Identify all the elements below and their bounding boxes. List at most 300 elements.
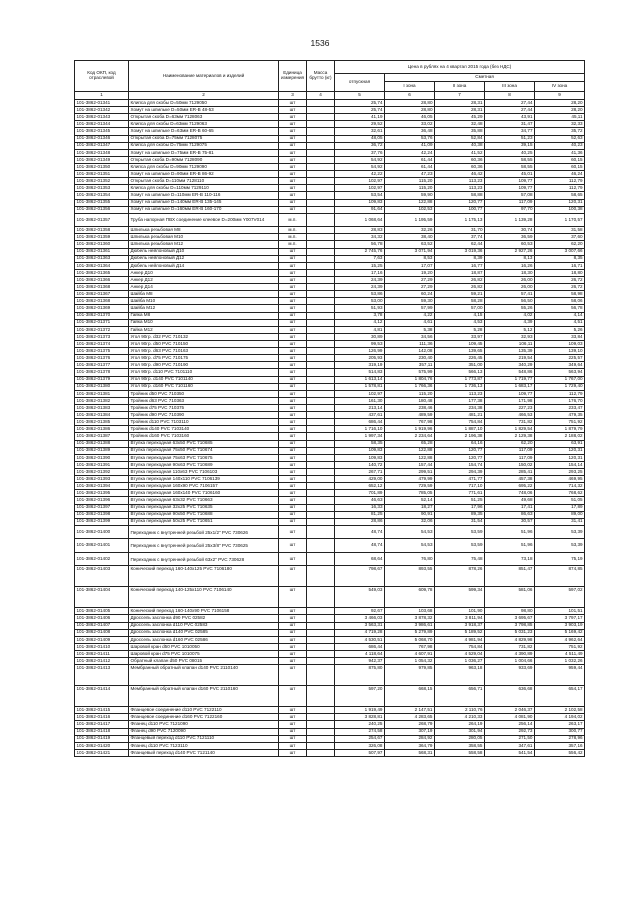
cell-release-price: 326,08 bbox=[335, 742, 385, 749]
cell-mass bbox=[307, 504, 335, 511]
cell-zone-3-price: 62,20 bbox=[485, 440, 535, 447]
cell-release-price: 48,74 bbox=[335, 525, 385, 539]
cell-zone-3-price: 117,09 bbox=[485, 199, 535, 206]
cell-code: 101-3862-01380 bbox=[75, 383, 129, 390]
cell-zone-2-price: 1 036,27 bbox=[435, 658, 485, 665]
cell-mass bbox=[307, 326, 335, 333]
cell-name: Угол 90гр. d32 PVC 710132 bbox=[129, 333, 279, 340]
cell-name: Хомут на шпильке D=140мм ER-B 135-145 bbox=[129, 199, 279, 206]
cell-zone-4-price: 874,85 bbox=[535, 566, 585, 587]
cell-mass bbox=[307, 433, 335, 440]
cell-zone-1-price: 284,92 bbox=[385, 735, 435, 742]
cell-zone-3-price: 851,47 bbox=[485, 566, 535, 587]
cell-name: Хомут на шпильке D=110мм ER-B 110-116 bbox=[129, 192, 279, 199]
cell-zone-1-price: 479,99 bbox=[385, 476, 435, 483]
cell-zone-1-price: 299,51 bbox=[385, 468, 435, 475]
cell-name: Втулка переходная 75х63 PVC 710675 bbox=[129, 454, 279, 461]
table-row bbox=[75, 454, 585, 461]
cell-zone-4-price: 233,47 bbox=[535, 404, 585, 411]
cell-zone-3-price: 636,68 bbox=[485, 686, 535, 707]
table-row bbox=[75, 234, 585, 241]
cell-zone-3-price: 106,11 bbox=[485, 341, 535, 348]
cell-release-price: 36,72 bbox=[335, 142, 385, 149]
cell-zone-4-price: 278,96 bbox=[535, 735, 585, 742]
cell-zone-4-price: 300,77 bbox=[535, 728, 585, 735]
cell-zone-2-price: 18,87 bbox=[435, 269, 485, 276]
cell-code: 101-3862-01368 bbox=[75, 284, 129, 291]
cell-zone-1-price: 34,56 bbox=[385, 333, 435, 340]
cell-release-price: 514,83 bbox=[335, 369, 385, 376]
cell-zone-3-price: 171,98 bbox=[485, 397, 535, 404]
cell-zone-2-price: 26,82 bbox=[435, 277, 485, 284]
cell-zone-4-price: 56,78 bbox=[535, 305, 585, 312]
cell-zone-2-price: 3 811,94 bbox=[435, 615, 485, 622]
table-row bbox=[75, 539, 585, 553]
cell-zone-3-price: 135,39 bbox=[485, 348, 535, 355]
cell-unit: шт bbox=[279, 383, 307, 390]
cell-mass bbox=[307, 192, 335, 199]
cell-unit: шт bbox=[279, 636, 307, 643]
cell-zone-2-price: 28,31 bbox=[435, 100, 485, 107]
cell-zone-2-price: 26,82 bbox=[435, 284, 485, 291]
cell-zone-3-price: 109,77 bbox=[485, 178, 535, 185]
cell-release-price: 81,25 bbox=[335, 511, 385, 518]
cell-zone-3-price: 31,47 bbox=[485, 121, 535, 128]
cell-unit: шт bbox=[279, 199, 307, 206]
cell-zone-1-price: 2 234,64 bbox=[385, 433, 435, 440]
cell-zone-4-price: 35,72 bbox=[535, 128, 585, 135]
cell-unit: шт bbox=[279, 341, 307, 348]
cell-mass bbox=[307, 651, 335, 658]
cell-zone-4-price: 58,98 bbox=[535, 291, 585, 298]
cell-zone-4-price: 2 102,58 bbox=[535, 707, 585, 714]
cell-zone-4-price: 5 169,42 bbox=[535, 629, 585, 636]
cell-unit: шт bbox=[279, 552, 307, 566]
cell-zone-3-price: 58,55 bbox=[485, 156, 535, 163]
cell-zone-3-price: 285,41 bbox=[485, 468, 535, 475]
cell-zone-4-price: 112,79 bbox=[535, 185, 585, 192]
cell-code: 101-3862-01409 bbox=[75, 636, 129, 643]
cell-zone-4-price: 469,95 bbox=[535, 476, 585, 483]
table-row bbox=[75, 714, 585, 721]
cell-zone-1-price: 142,08 bbox=[385, 348, 435, 355]
cell-mass bbox=[307, 643, 335, 650]
cell-zone-1-price: 53,76 bbox=[385, 135, 435, 142]
cell-zone-4-price: 51,05 bbox=[535, 497, 585, 504]
cell-zone-2-price: 4,15 bbox=[435, 312, 485, 319]
cell-unit: шт bbox=[279, 419, 307, 426]
cell-code: 101-3862-01396 bbox=[75, 497, 129, 504]
cell-zone-4-price: 1 767,00 bbox=[535, 376, 585, 383]
cell-release-price: 240,25 bbox=[335, 721, 385, 728]
table-row bbox=[75, 643, 585, 650]
cell-mass bbox=[307, 483, 335, 490]
cell-mass bbox=[307, 397, 335, 404]
cell-code: 101-3862-01383 bbox=[75, 404, 129, 411]
cell-zone-3-price: 457,38 bbox=[485, 476, 535, 483]
cell-release-price: 17,16 bbox=[335, 269, 385, 276]
cell-code: 101-3862-01408 bbox=[75, 629, 129, 636]
cell-zone-2-price: 31,54 bbox=[435, 518, 485, 525]
table-row bbox=[75, 404, 585, 411]
header-estimate-price: Сметная bbox=[385, 74, 585, 82]
cell-zone-4-price: 349,64 bbox=[535, 362, 585, 369]
cell-unit: шт bbox=[279, 476, 307, 483]
cell-release-price: 3,78 bbox=[335, 312, 385, 319]
table-row bbox=[75, 185, 585, 192]
table-row bbox=[75, 192, 585, 199]
cell-name: Хомут на шпильке D=160мм ER-B 160-170 bbox=[129, 206, 279, 213]
cell-release-price: 48,05 bbox=[335, 135, 385, 142]
cell-mass bbox=[307, 447, 335, 454]
cell-zone-4-price: 89,00 bbox=[535, 511, 585, 518]
cell-mass bbox=[307, 629, 335, 636]
cell-release-price: 58,35 bbox=[335, 440, 385, 447]
table-row bbox=[75, 262, 585, 269]
cell-zone-3-price: 36,59 bbox=[485, 234, 535, 241]
cell-code: 101-3862-01388 bbox=[75, 440, 129, 447]
cell-zone-2-price: 57,00 bbox=[435, 305, 485, 312]
cell-unit: шт bbox=[279, 651, 307, 658]
cell-zone-2-price: 37,74 bbox=[435, 234, 485, 241]
cell-release-price: 875,80 bbox=[335, 665, 385, 686]
column-number-row bbox=[75, 92, 585, 100]
cell-name: Угол 90гр. d90 PVC 710190 bbox=[129, 362, 279, 369]
cell-name: Анкер Д10 bbox=[129, 269, 279, 276]
cell-name: Втулка переходная 50х25 PVC 710651 bbox=[129, 518, 279, 525]
cell-code: 101-3862-01355 bbox=[75, 199, 129, 206]
cell-zone-4-price: 60,15 bbox=[535, 156, 585, 163]
cell-zone-3-price: 340,29 bbox=[485, 362, 535, 369]
cell-name: Тройник d90 PVC 710390 bbox=[129, 412, 279, 419]
cell-zone-2-price: 754,84 bbox=[435, 643, 485, 650]
cell-zone-2-price: 656,71 bbox=[435, 686, 485, 707]
cell-release-price: 109,83 bbox=[335, 199, 385, 206]
cell-name: Угол 90гр. d160 PVC 7101160 bbox=[129, 383, 279, 390]
cell-unit: шт bbox=[279, 326, 307, 333]
cell-zone-1-price: 65,28 bbox=[385, 440, 435, 447]
cell-mass bbox=[307, 319, 335, 326]
cell-code: 101-3862-01385 bbox=[75, 419, 129, 426]
column-number: 5 bbox=[335, 92, 385, 100]
cell-zone-1-price: 32,06 bbox=[385, 518, 435, 525]
cell-unit: шт bbox=[279, 248, 307, 255]
cell-name: Дюбель нейлоновый Д10 bbox=[129, 248, 279, 255]
page-number: 1536 bbox=[310, 38, 330, 48]
header-release-price: отпускная bbox=[335, 74, 385, 92]
cell-zone-4-price: 17,89 bbox=[535, 504, 585, 511]
cell-zone-4-price: 32,33 bbox=[535, 121, 585, 128]
cell-zone-2-price: 17,96 bbox=[435, 504, 485, 511]
table-row bbox=[75, 163, 585, 170]
cell-mass bbox=[307, 341, 335, 348]
cell-unit: шт bbox=[279, 362, 307, 369]
cell-mass bbox=[307, 348, 335, 355]
cell-zone-3-price: 86,63 bbox=[485, 511, 535, 518]
cell-zone-3-price: 39,15 bbox=[485, 142, 535, 149]
header-code: Код ОКП, код отраслевой bbox=[75, 61, 129, 92]
cell-unit: м.п. bbox=[279, 234, 307, 241]
cell-mass bbox=[307, 171, 335, 178]
cell-zone-2-price: 771,61 bbox=[435, 490, 485, 497]
cell-zone-3-price: 227,23 bbox=[485, 404, 535, 411]
cell-zone-4-price: 62,20 bbox=[535, 241, 585, 248]
price-table bbox=[74, 60, 585, 757]
cell-mass bbox=[307, 262, 335, 269]
cell-name: Фланец d90 PVC 7120090 bbox=[129, 728, 279, 735]
cell-mass bbox=[307, 241, 335, 248]
cell-name: Фланцевое соединение d160 PVC 7122160 bbox=[129, 714, 279, 721]
cell-zone-4-price: 751,92 bbox=[535, 643, 585, 650]
cell-zone-4-price: 109,03 bbox=[535, 341, 585, 348]
cell-name: Втулка переходная 90х50 PVC 710688 bbox=[129, 511, 279, 518]
cell-zone-1-price: 115,20 bbox=[385, 185, 435, 192]
cell-zone-1-price: 111,36 bbox=[385, 341, 435, 348]
cell-mass bbox=[307, 511, 335, 518]
cell-release-price: 1 997,34 bbox=[335, 433, 385, 440]
cell-zone-3-price: 26,00 bbox=[485, 284, 535, 291]
table-row bbox=[75, 312, 585, 319]
cell-zone-1-price: 5 279,89 bbox=[385, 629, 435, 636]
cell-zone-4-price: 176,70 bbox=[535, 397, 585, 404]
cell-zone-2-price: 2 196,38 bbox=[435, 433, 485, 440]
cell-release-price: 140,72 bbox=[335, 461, 385, 468]
cell-unit: шт bbox=[279, 587, 307, 608]
header-unit: Единица измерения bbox=[279, 61, 307, 92]
cell-release-price: 41,19 bbox=[335, 114, 385, 121]
cell-zone-4-price: 8,35 bbox=[535, 255, 585, 262]
cell-zone-2-price: 280,05 bbox=[435, 735, 485, 742]
table-row bbox=[75, 483, 585, 490]
table-row bbox=[75, 213, 585, 227]
cell-zone-4-price: 563,94 bbox=[535, 369, 585, 376]
cell-mass bbox=[307, 121, 335, 128]
cell-name: Втулка переходная 90х63 PVC 710689 bbox=[129, 461, 279, 468]
cell-release-price: 213,14 bbox=[335, 404, 385, 411]
cell-zone-1-price: 115,20 bbox=[385, 390, 435, 397]
cell-unit: шт bbox=[279, 707, 307, 714]
cell-zone-3-price: 97,70 bbox=[485, 206, 535, 213]
cell-zone-1-price: 27,29 bbox=[385, 277, 435, 284]
cell-zone-4-price: 53,39 bbox=[535, 539, 585, 553]
header-zone-4: IV зона bbox=[535, 82, 585, 92]
cell-code: 101-3862-01356 bbox=[75, 206, 129, 213]
cell-zone-1-price: 28,80 bbox=[385, 107, 435, 114]
table-row bbox=[75, 362, 585, 369]
cell-mass bbox=[307, 213, 335, 227]
cell-zone-4-price: 4 511,49 bbox=[535, 651, 585, 658]
cell-zone-1-price: 102,53 bbox=[385, 206, 435, 213]
cell-release-price: 267,71 bbox=[335, 468, 385, 475]
header-mass: Масса брутто (кг) bbox=[307, 61, 335, 92]
cell-code: 101-3862-01370 bbox=[75, 312, 129, 319]
cell-release-price: 32,61 bbox=[335, 128, 385, 135]
table-row bbox=[75, 333, 585, 340]
cell-zone-4-price: 225,57 bbox=[535, 355, 585, 362]
cell-release-price: 34,32 bbox=[335, 234, 385, 241]
cell-mass bbox=[307, 199, 335, 206]
cell-release-price: 92,67 bbox=[335, 608, 385, 615]
cell-mass bbox=[307, 490, 335, 497]
cell-mass bbox=[307, 185, 335, 192]
table-row bbox=[75, 686, 585, 707]
cell-unit: шт bbox=[279, 404, 307, 411]
cell-zone-3-price: 58,55 bbox=[485, 163, 535, 170]
cell-zone-4-price: 28,20 bbox=[535, 107, 585, 114]
cell-zone-4-price: 60,15 bbox=[535, 163, 585, 170]
cell-mass bbox=[307, 440, 335, 447]
cell-zone-1-price: 1 054,32 bbox=[385, 658, 435, 665]
cell-zone-3-price: 40,25 bbox=[485, 149, 535, 156]
cell-zone-1-price: 47,23 bbox=[385, 171, 435, 178]
cell-name: Клипса для скобы D=90мм 7129090 bbox=[129, 163, 279, 170]
cell-release-price: 652,12 bbox=[335, 483, 385, 490]
cell-code: 101-3862-01421 bbox=[75, 749, 129, 756]
cell-code: 101-3862-01373 bbox=[75, 333, 129, 340]
cell-zone-2-price: 566,13 bbox=[435, 369, 485, 376]
cell-zone-2-price: 3 019,36 bbox=[435, 248, 485, 255]
cell-unit: шт bbox=[279, 615, 307, 622]
cell-zone-2-price: 3 918,37 bbox=[435, 622, 485, 629]
cell-code: 101-3862-01414 bbox=[75, 686, 129, 707]
cell-zone-2-price: 1 175,13 bbox=[435, 213, 485, 227]
cell-mass bbox=[307, 454, 335, 461]
cell-name: Открытая скоба D=110мм 7128110 bbox=[129, 178, 279, 185]
cell-zone-3-price: 1 829,54 bbox=[485, 426, 535, 433]
cell-unit: шт bbox=[279, 412, 307, 419]
cell-unit: шт bbox=[279, 262, 307, 269]
cell-unit: шт bbox=[279, 749, 307, 756]
cell-code: 101-3862-01389 bbox=[75, 447, 129, 454]
cell-mass bbox=[307, 362, 335, 369]
cell-name: Угол 90гр. d50 PVC 710150 bbox=[129, 341, 279, 348]
cell-release-price: 507,97 bbox=[335, 749, 385, 756]
cell-zone-1-price: 4,22 bbox=[385, 312, 435, 319]
cell-zone-3-price: 4 081,90 bbox=[485, 714, 535, 721]
table-row bbox=[75, 629, 585, 636]
cell-zone-4-price: 597,02 bbox=[535, 587, 585, 608]
cell-mass bbox=[307, 234, 335, 241]
cell-zone-2-price: 62,44 bbox=[435, 241, 485, 248]
cell-zone-4-price: 26,72 bbox=[535, 284, 585, 291]
cell-release-price: 109,83 bbox=[335, 447, 385, 454]
cell-name: Шпилька резьбовая М12 bbox=[129, 241, 279, 248]
cell-zone-3-price: 256,14 bbox=[485, 721, 535, 728]
cell-zone-2-price: 53,59 bbox=[435, 525, 485, 539]
cell-mass bbox=[307, 665, 335, 686]
cell-zone-1-price: 307,19 bbox=[385, 728, 435, 735]
cell-zone-1-price: 42,24 bbox=[385, 149, 435, 156]
cell-unit: шт bbox=[279, 149, 307, 156]
cell-unit: шт bbox=[279, 440, 307, 447]
cell-zone-4-price: 1 170,57 bbox=[535, 213, 585, 227]
cell-release-price: 109,83 bbox=[335, 454, 385, 461]
cell-zone-4-price: 3 797,17 bbox=[535, 615, 585, 622]
cell-code: 101-3862-01403 bbox=[75, 566, 129, 587]
cell-zone-2-price: 41,52 bbox=[435, 149, 485, 156]
cell-mass bbox=[307, 749, 335, 756]
cell-zone-3-price: 30,57 bbox=[485, 518, 535, 525]
cell-code: 101-3862-01415 bbox=[75, 707, 129, 714]
cell-zone-2-price: 294,39 bbox=[435, 468, 485, 475]
cell-name: Угол 90гр. d63 PVC 710163 bbox=[129, 348, 279, 355]
cell-unit: шт bbox=[279, 333, 307, 340]
cell-mass bbox=[307, 525, 335, 539]
cell-code: 101-3862-01365 bbox=[75, 269, 129, 276]
cell-zone-1-price: 357,11 bbox=[385, 362, 435, 369]
cell-zone-4-price: 46,24 bbox=[535, 171, 585, 178]
cell-name: Труба напорная ПВХ соединение клеевое D=200мм Y007V014 bbox=[129, 213, 279, 227]
cell-name: Шайба М8 bbox=[129, 291, 279, 298]
cell-zone-3-price: 548,86 bbox=[485, 369, 535, 376]
cell-zone-2-price: 177,38 bbox=[435, 397, 485, 404]
cell-unit: шт bbox=[279, 185, 307, 192]
cell-release-price: 102,97 bbox=[335, 178, 385, 185]
cell-zone-4-price: 3 007,66 bbox=[535, 248, 585, 255]
cell-zone-4-price: 714,32 bbox=[535, 483, 585, 490]
cell-zone-4-price: 479,35 bbox=[535, 412, 585, 419]
cell-code: 101-3862-01352 bbox=[75, 178, 129, 185]
cell-release-price: 53,54 bbox=[335, 192, 385, 199]
cell-mass bbox=[307, 497, 335, 504]
cell-zone-2-price: 1 773,87 bbox=[435, 376, 485, 383]
cell-zone-1-price: 122,88 bbox=[385, 454, 435, 461]
cell-code: 101-3862-01384 bbox=[75, 412, 129, 419]
cell-zone-3-price: 117,09 bbox=[485, 447, 535, 454]
cell-zone-3-price: 1 719,77 bbox=[485, 376, 535, 383]
cell-unit: шт bbox=[279, 135, 307, 142]
cell-zone-3-price: 1 139,28 bbox=[485, 213, 535, 227]
cell-mass bbox=[307, 390, 335, 397]
cell-zone-2-price: 4 981,94 bbox=[435, 636, 485, 643]
cell-release-price: 597,20 bbox=[335, 686, 385, 707]
cell-release-price: 3 828,81 bbox=[335, 714, 385, 721]
cell-unit: шт bbox=[279, 643, 307, 650]
cell-release-price: 942,37 bbox=[335, 658, 385, 665]
cell-zone-3-price: 26,00 bbox=[485, 277, 535, 284]
cell-unit: шт bbox=[279, 629, 307, 636]
cell-zone-1-price: 46,05 bbox=[385, 114, 435, 121]
cell-zone-1-price: 1 919,96 bbox=[385, 426, 435, 433]
cell-unit: шт bbox=[279, 728, 307, 735]
table-row bbox=[75, 326, 585, 333]
column-number: 6 bbox=[385, 92, 435, 100]
cell-name: Хомут на шпильке D=75мм ER-B 75-81 bbox=[129, 149, 279, 156]
cell-zone-4-price: 959,44 bbox=[535, 665, 585, 686]
cell-unit: шт bbox=[279, 483, 307, 490]
cell-unit: шт bbox=[279, 686, 307, 707]
cell-zone-2-price: 113,23 bbox=[435, 390, 485, 397]
cell-mass bbox=[307, 728, 335, 735]
cell-mass bbox=[307, 333, 335, 340]
cell-zone-2-price: 5,28 bbox=[435, 326, 485, 333]
cell-release-price: 25,74 bbox=[335, 100, 385, 107]
cell-zone-3-price: 581,06 bbox=[485, 587, 535, 608]
cell-mass bbox=[307, 686, 335, 707]
cell-zone-3-price: 51,23 bbox=[485, 135, 535, 142]
cell-mass bbox=[307, 707, 335, 714]
cell-zone-4-price: 33,84 bbox=[535, 333, 585, 340]
cell-zone-4-price: 52,63 bbox=[535, 135, 585, 142]
cell-code: 101-3862-01350 bbox=[75, 163, 129, 170]
cell-zone-3-price: 30,74 bbox=[485, 227, 535, 234]
table-row bbox=[75, 721, 585, 728]
cell-code: 101-3862-01378 bbox=[75, 369, 129, 376]
cell-zone-1-price: 59,90 bbox=[385, 192, 435, 199]
cell-code: 101-3862-01406 bbox=[75, 615, 129, 622]
cell-name: Хомут на шпильке D=63мм ER-B 60-65 bbox=[129, 128, 279, 135]
cell-zone-1-price: 3 986,61 bbox=[385, 622, 435, 629]
